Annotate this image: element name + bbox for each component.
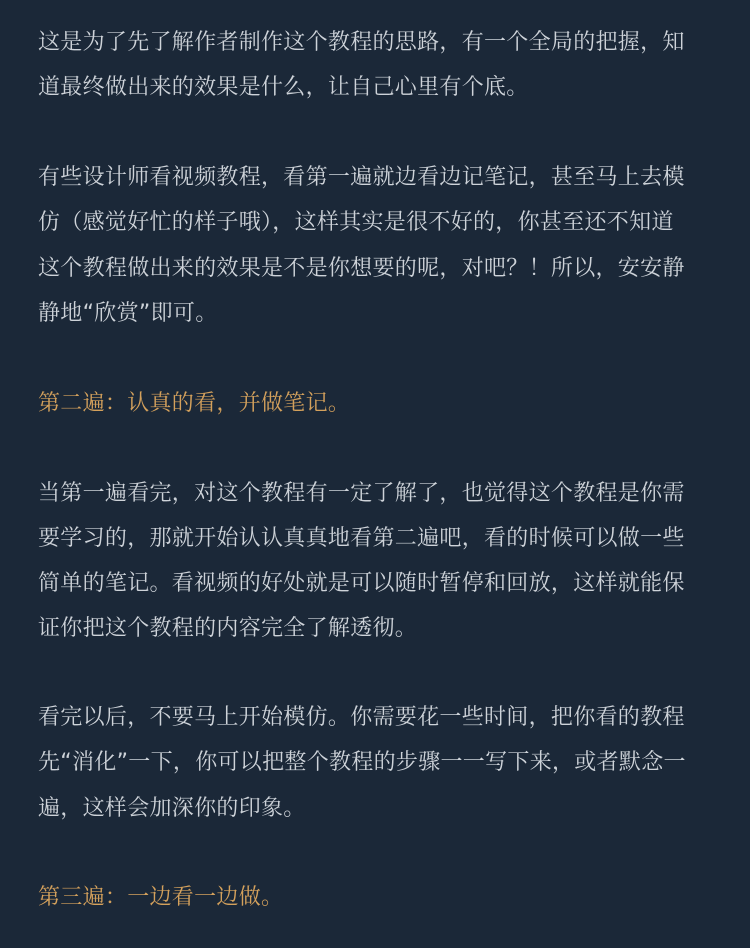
paragraph-line: 先“消化”一下，你可以把整个教程的步骤一一写下来，或者默念一 <box>38 750 686 775</box>
section-heading: 第三遍：一边看一边做。 <box>38 885 284 910</box>
paragraph-line: 道最终做出来的效果是什么，让自己心里有个底。 <box>38 75 529 100</box>
section-heading: 第二遍：认真的看，并做笔记。 <box>38 391 351 416</box>
paragraph-line: 有些设计师看视频教程，看第一遍就边看边记笔记，甚至马上去模 <box>38 165 685 190</box>
paragraph-line: 简单的笔记。看视频的好处就是可以随时暂停和回放，这样就能保 <box>38 571 685 596</box>
paragraph-line: 要学习的，那就开始认认真真地看第二遍吧，看的时候可以做一些 <box>38 526 685 551</box>
paragraph-line: 证你把这个教程的内容完全了解透彻。 <box>38 616 418 641</box>
paragraph-line: 看完以后，不要马上开始模仿。你需要花一些时间，把你看的教程 <box>38 705 685 730</box>
paragraph-line: 静地“欣赏”即可。 <box>38 301 218 326</box>
paragraph-line: 当第一遍看完，对这个教程有一定了解了，也觉得这个教程是你需 <box>38 481 685 506</box>
paragraph-line: 这是为了先了解作者制作这个教程的思路，有一个全局的把握，知 <box>38 30 685 55</box>
paragraph-line: 这个教程做出来的效果是不是你想要的呢，对吧？！所以，安安静 <box>38 256 685 281</box>
paragraph-line: 仿（感觉好忙的样子哦），这样其实是很不好的，你甚至还不知道 <box>38 210 674 235</box>
paragraph-line: 遍，这样会加深你的印象。 <box>38 796 306 821</box>
